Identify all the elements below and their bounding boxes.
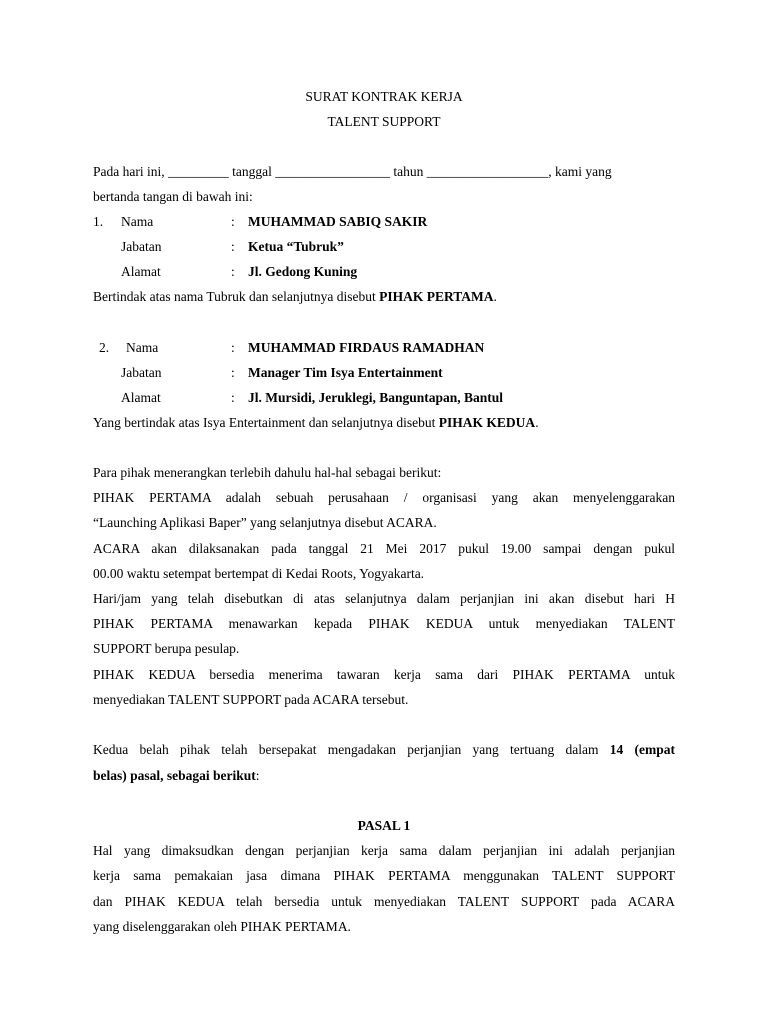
pasal-line: Hal yang dimaksudkan dengan perjanjian kerja sama dalam perjanjian ini adalah perjanjian <box>93 843 675 858</box>
recital-line: PIHAK PERTAMA menawarkan kepada PIHAK KEDUA untuk menyediakan TALENT <box>93 616 675 631</box>
statement-text: Yang bertindak atas Isya Entertainment dan selanjutnya disebut <box>93 415 439 430</box>
intro-line: bertanda tangan di bawah ini: <box>93 189 253 204</box>
party1-address: Jl. Gedong Kuning <box>248 264 358 279</box>
party1-name: MUHAMMAD SABIQ SAKIR <box>248 214 428 229</box>
document-subtitle: TALENT SUPPORT <box>327 114 441 129</box>
colon: : <box>231 365 235 380</box>
agreement-line <box>93 767 260 785</box>
intro-line: Pada hari ini, _________ tanggal _________________ tahun __________________, kami yang <box>93 164 612 179</box>
recital-line: Hari/jam yang telah disebutkan di atas selanjutnya dalam perjanjian ini akan disebut hari H <box>93 591 675 606</box>
party2-name: MUHAMMAD FIRDAUS RAMADHAN <box>248 340 485 355</box>
recital-line: PIHAK KEDUA bersedia menerima tawaran kerja sama dari PIHAK PERTAMA untuk <box>93 667 675 682</box>
colon: : <box>231 214 235 229</box>
agreement-count: 14 (empat <box>609 742 675 757</box>
field-label: Jabatan <box>121 365 162 380</box>
document-title: SURAT KONTRAK KERJA <box>305 89 463 104</box>
party2-statement <box>93 414 539 432</box>
field-label: Alamat <box>121 264 161 279</box>
statement-end: . <box>493 289 497 304</box>
recital-line: SUPPORT berupa pesulap. <box>93 641 240 656</box>
party2-address: Jl. Mursidi, Jeruklegi, Banguntapan, Bantul <box>248 390 504 405</box>
field-label: Jabatan <box>121 239 162 254</box>
field-label: Nama <box>126 340 159 355</box>
party-number: 1. <box>93 214 104 229</box>
party2-position: Manager Tim Isya Entertainment <box>248 365 443 380</box>
pasal-line: dan PIHAK KEDUA telah bersedia untuk menyediakan TALENT SUPPORT pada ACARA <box>93 894 675 909</box>
pasal-line: yang diselenggarakan oleh PIHAK PERTAMA. <box>93 919 351 934</box>
recital-line: “Launching Aplikasi Baper” yang selanjutnya disebut ACARA. <box>93 515 437 530</box>
agreement-count: belas) pasal, sebagai berikut <box>93 768 256 783</box>
statement-end: . <box>535 415 539 430</box>
pasal-line: kerja sama pemakaian jasa dimana PIHAK PERTAMA menggunakan TALENT SUPPORT <box>93 868 675 883</box>
party-number: 2. <box>99 340 110 355</box>
field-label: Nama <box>121 214 154 229</box>
recital-line: 00.00 waktu setempat bertempat di Kedai Roots, Yogyakarta. <box>93 566 425 581</box>
statement-text: Bertindak atas nama Tubruk dan selanjutnya disebut <box>93 289 380 304</box>
agreement-line <box>93 741 675 759</box>
recital-line: PIHAK PERTAMA adalah sebuah perusahaan / organisasi yang akan menyelenggarakan <box>93 490 675 505</box>
party1-statement <box>93 288 497 306</box>
party-designation: PIHAK KEDUA <box>438 415 536 430</box>
pasal-heading: PASAL 1 <box>357 818 411 833</box>
recital-line: ACARA akan dilaksanakan pada tanggal 21 Mei 2017 pukul 19.00 sampai dengan pukul <box>93 541 675 556</box>
agreement-end: : <box>255 768 260 783</box>
colon: : <box>231 239 235 254</box>
field-label: Alamat <box>121 390 161 405</box>
recital-line: menyediakan TALENT SUPPORT pada ACARA tersebut. <box>93 692 409 707</box>
agreement-text: Kedua belah pihak telah bersepakat mengadakan perjanjian yang tertuang dalam <box>93 742 610 757</box>
colon: : <box>231 264 235 279</box>
party-designation: PIHAK PERTAMA <box>379 289 494 304</box>
colon: : <box>231 390 235 405</box>
recital-line: Para pihak menerangkan terlebih dahulu hal-hal sebagai berikut: <box>93 465 442 480</box>
colon: : <box>231 340 235 355</box>
party1-position: Ketua “Tubruk” <box>248 239 344 254</box>
